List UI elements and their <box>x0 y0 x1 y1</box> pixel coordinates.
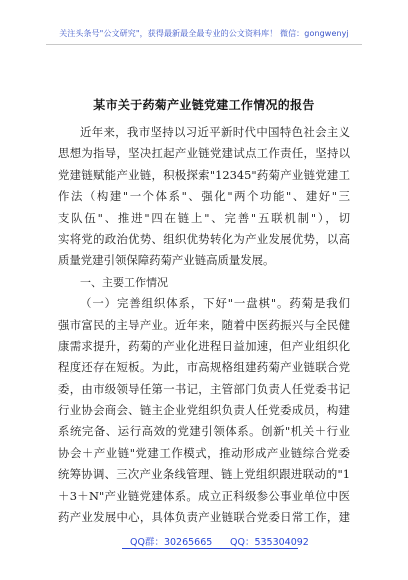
header-divider <box>46 44 362 45</box>
document-title: 某市关于药菊产业链党建工作情况的报告 <box>93 98 315 112</box>
body-line: 程度还存在短板。为此，市高规格组建药菊产业链联合党 <box>58 360 350 375</box>
body-line: 实将党的政治优势、组织优势转化为产业发展优势，以高 <box>58 231 350 246</box>
footer-qq-group: QQ群：30265665 <box>130 537 213 548</box>
body-line: 党建链赋能产业链，积极探索"12345"药菊产业链党建工 <box>58 167 350 182</box>
body-line: 系统完备、运行高效的党建引领体系。创新"机关＋行业 <box>58 424 350 439</box>
body-line: ＋3＋N"产业链党建体系。成立正科级参公事业单位中医 <box>58 488 350 503</box>
document-body <box>58 122 350 528</box>
body-line: 药产业发展中心，具体负责产业链联合党委日常工作，建 <box>58 510 350 525</box>
body-line: 强市富民的主导产业。近年来，随着中医药振兴与全民健 <box>58 317 350 332</box>
body-line: （一）完善组织体系，下好"一盘棋"。药菊是我们 <box>80 296 350 311</box>
footer-qq: QQ：535304092 <box>230 537 309 548</box>
body-line: 思想为指导，坚决扛起产业链党建试点工作责任，坚持以 <box>58 146 350 161</box>
body-line: 支队伍"、推进"四在链上"、完善"五联机制"），切 <box>58 210 350 225</box>
body-line: 质量党建引领保障药菊产业链高质量发展。 <box>58 253 275 268</box>
body-line: 统筹协调、三次产业条线管理、链上党组织跟进联动的"1 <box>58 467 350 482</box>
body-line: 协会＋产业链"党建工作模式，推动形成产业链综合党委 <box>58 445 350 460</box>
footer-underline <box>122 548 298 549</box>
body-line: 行业协会商会、链主企业党组织负责人任党委成员，构建 <box>58 403 350 418</box>
section-heading: 一、主要工作情况 <box>80 275 168 289</box>
body-line: 作法（构建"一个体系"、强化"两个功能"、建好"三 <box>58 189 350 204</box>
body-line: 委，由市级领导任第一书记，主管部门负责人任党委书记 <box>58 381 350 396</box>
header-banner: 关注头条号"公文研究"，获得最新最全最专业的公文资料库！ 微信：gongwenyj <box>59 29 349 38</box>
body-line: 康需求提升，药菊的产业化进程日益加速，但产业组织化 <box>58 338 350 353</box>
body-line: 近年来，我市坚持以习近平新时代中国特色社会主义 <box>80 125 350 139</box>
